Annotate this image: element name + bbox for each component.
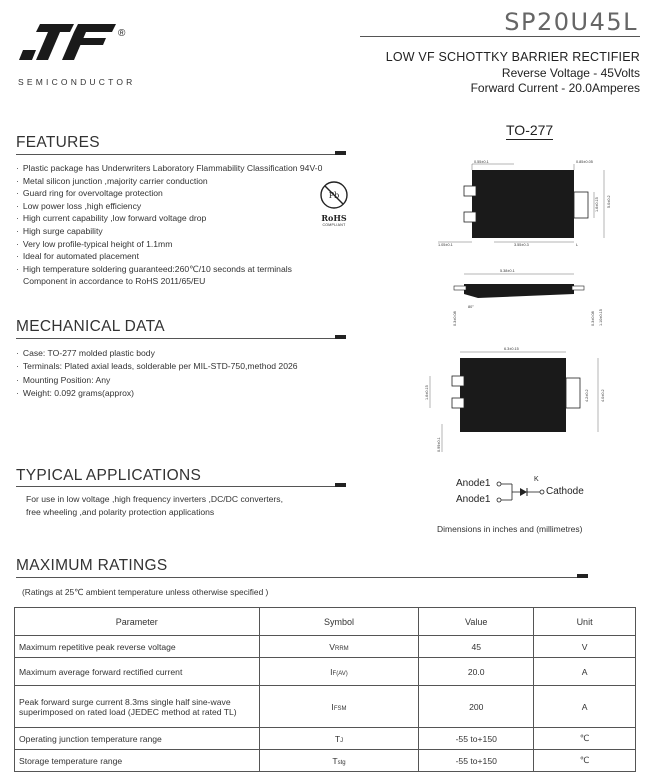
cell-value: -55 to+150 [419, 750, 534, 772]
company-logo [18, 22, 158, 82]
list-item: · Case: TO-277 molded plastic body [16, 347, 298, 360]
header-divider [360, 36, 640, 37]
cell-value: 45 [419, 636, 534, 658]
header-symbol: Symbol [259, 608, 419, 636]
symbol-main: I [331, 701, 334, 712]
features-list [16, 162, 322, 288]
symbol-sub: stg [337, 759, 346, 766]
rohs-label: RoHS [321, 213, 347, 223]
cell-symbol [259, 728, 419, 750]
brand-text: SEMICONDUCTOR [18, 77, 136, 87]
applications-rule [16, 486, 346, 487]
cell-unit: A [534, 686, 636, 728]
cell-parameter: Operating junction temperature range [15, 728, 260, 750]
cell-parameter: Maximum repetitive peak reverse voltage [15, 636, 260, 658]
package-side-view [434, 264, 614, 334]
applications-heading: TYPICAL APPLICATIONS [16, 467, 202, 484]
cell-parameter: Maximum average forward rectified current [15, 658, 260, 686]
cell-unit: A [534, 658, 636, 686]
applications-text [26, 493, 283, 519]
dim-label: 0.99±0.1 [437, 437, 441, 452]
symbol-sub: F(AV) [332, 670, 348, 677]
dim-label: 80° [468, 305, 474, 309]
cell-parameter: Storage temperature range [15, 750, 260, 772]
features-rule [16, 154, 346, 155]
package-bottom-view [420, 344, 614, 456]
rohs-pb-free-icon [314, 178, 354, 212]
dim-label: 5.38±0.1 [500, 269, 515, 273]
header-parameter: Parameter [15, 608, 260, 636]
logo-mark-icon [18, 22, 118, 68]
reverse-voltage-spec: Reverse Voltage - 45Volts [501, 66, 640, 80]
list-item: · High temperature soldering guaranteed:260℃/10 seconds at terminals [16, 263, 322, 276]
mechanical-list [16, 347, 298, 401]
list-item: · Weight: 0.092 grams(approx) [16, 387, 298, 400]
ratings-rule [16, 577, 588, 578]
header-unit: Unit [534, 608, 636, 636]
part-number: SP20U45L [504, 8, 638, 36]
mechanical-rule-mark [335, 335, 346, 339]
registered-mark: ® [118, 28, 126, 39]
list-item: · Ideal for automated placement [16, 250, 322, 263]
symbol-main: T [332, 755, 338, 766]
dim-label: 1.6±0.15 [595, 197, 599, 212]
list-item: · Metal silicon junction ,majority carrier conduction [16, 175, 322, 188]
table-row [15, 636, 636, 658]
dim-label: 4.2±0.2 [585, 389, 589, 402]
table-row [15, 728, 636, 750]
cell-value: -55 to+150 [419, 728, 534, 750]
cell-unit: ℃ [534, 728, 636, 750]
svg-text:Pb: Pb [328, 191, 340, 200]
symbol-main: V [329, 641, 335, 652]
dim-label: 6.3±0.15 [504, 347, 519, 351]
table-row [15, 686, 636, 728]
list-item: · High current capability ,low forward voltage drop [16, 212, 322, 225]
symbol-sub: J [340, 737, 344, 744]
rohs-compliant-label: COMPLIANT [322, 223, 346, 227]
dim-label: 3.55±0.3 [514, 243, 529, 247]
package-top-view [434, 158, 614, 250]
pin-anode2-label: Anode1 [456, 494, 491, 505]
pin-k-label: K [534, 476, 539, 483]
dim-label: 0.3±0.08 [453, 311, 457, 326]
dim-label: 1.05±0.1 [438, 243, 453, 247]
list-item: · Low power loss ,high efficiency [16, 200, 322, 213]
applications-line: free wheeling ,and polarity protection applications [26, 507, 215, 517]
dim-label: 0.3±0.08 [591, 311, 595, 326]
cell-parameter: Peak forward surge current 8.3ms single half sine-wave superimposed on rated load (JEDEC method at rated TL) [15, 686, 260, 728]
rohs-badge [314, 178, 354, 234]
dim-label: 4.0±0.2 [601, 389, 605, 402]
cell-symbol [259, 636, 419, 658]
mechanical-rule [16, 338, 346, 339]
ratings-rule-mark [577, 574, 588, 578]
table-row [15, 658, 636, 686]
cell-unit: ℃ [534, 750, 636, 772]
symbol-sub: RRM [334, 645, 349, 652]
features-heading: FEATURES [16, 134, 100, 151]
list-item: · Terminals: Plated axial leads, solderable per MIL-STD-750,method 2026 [16, 360, 298, 373]
dim-label: L [576, 243, 579, 247]
symbol-main: I [330, 666, 333, 677]
table-row [15, 750, 636, 772]
cell-unit: V [534, 636, 636, 658]
mechanical-heading: MECHANICAL DATA [16, 318, 165, 335]
pin-anode1-label: Anode1 [456, 478, 491, 489]
pin-cathode-label: Cathode [546, 486, 584, 497]
dim-label: 0.85±0.05 [576, 160, 593, 164]
ratings-heading: MAXIMUM RATINGS [16, 557, 168, 574]
cell-symbol [259, 750, 419, 772]
list-item: · Guard ring for overvoltage protection [16, 187, 322, 200]
package-title: TO-277 [506, 122, 554, 138]
list-item: · Mounting Position: Any [16, 374, 298, 387]
dim-label: 0.55±0.1 [474, 160, 489, 164]
features-rule-mark [335, 151, 346, 155]
ratings-table [14, 607, 636, 772]
cell-symbol [259, 686, 419, 728]
product-title: LOW VF SCHOTTKY BARRIER RECTIFIER [385, 50, 640, 64]
header-value: Value [419, 608, 534, 636]
dimensions-note: Dimensions in inches and (millimetres) [437, 524, 583, 534]
ratings-note: (Ratings at 25℃ ambient temperature unless otherwise specified ) [22, 587, 269, 597]
dim-label: 5.0±0.2 [607, 195, 611, 208]
applications-rule-mark [335, 483, 346, 487]
list-item: · High surge capability [16, 225, 322, 238]
dim-label: 1.10±0.15 [599, 309, 603, 326]
symbol-main: T [334, 733, 341, 744]
cell-value: 200 [419, 686, 534, 728]
list-item: · Very low profile-typical height of 1.1mm [16, 238, 322, 251]
cell-value: 20.0 [419, 658, 534, 686]
applications-line: For use in low voltage ,high frequency inverters ,DC/DC converters, [26, 494, 283, 504]
list-item-continuation: Component in accordance to RoHS 2011/65/EU [23, 276, 206, 287]
cell-symbol [259, 658, 419, 686]
dim-label: 1.6±0.15 [425, 385, 429, 400]
list-item: · Plastic package has Underwriters Laboratory Flammability Classification 94V-0 [16, 162, 322, 175]
symbol-sub: FSM [333, 705, 347, 712]
diode-symbol-icon [496, 480, 548, 504]
table-header-row [15, 608, 636, 636]
forward-current-spec: Forward Current - 20.0Amperes [470, 81, 640, 95]
